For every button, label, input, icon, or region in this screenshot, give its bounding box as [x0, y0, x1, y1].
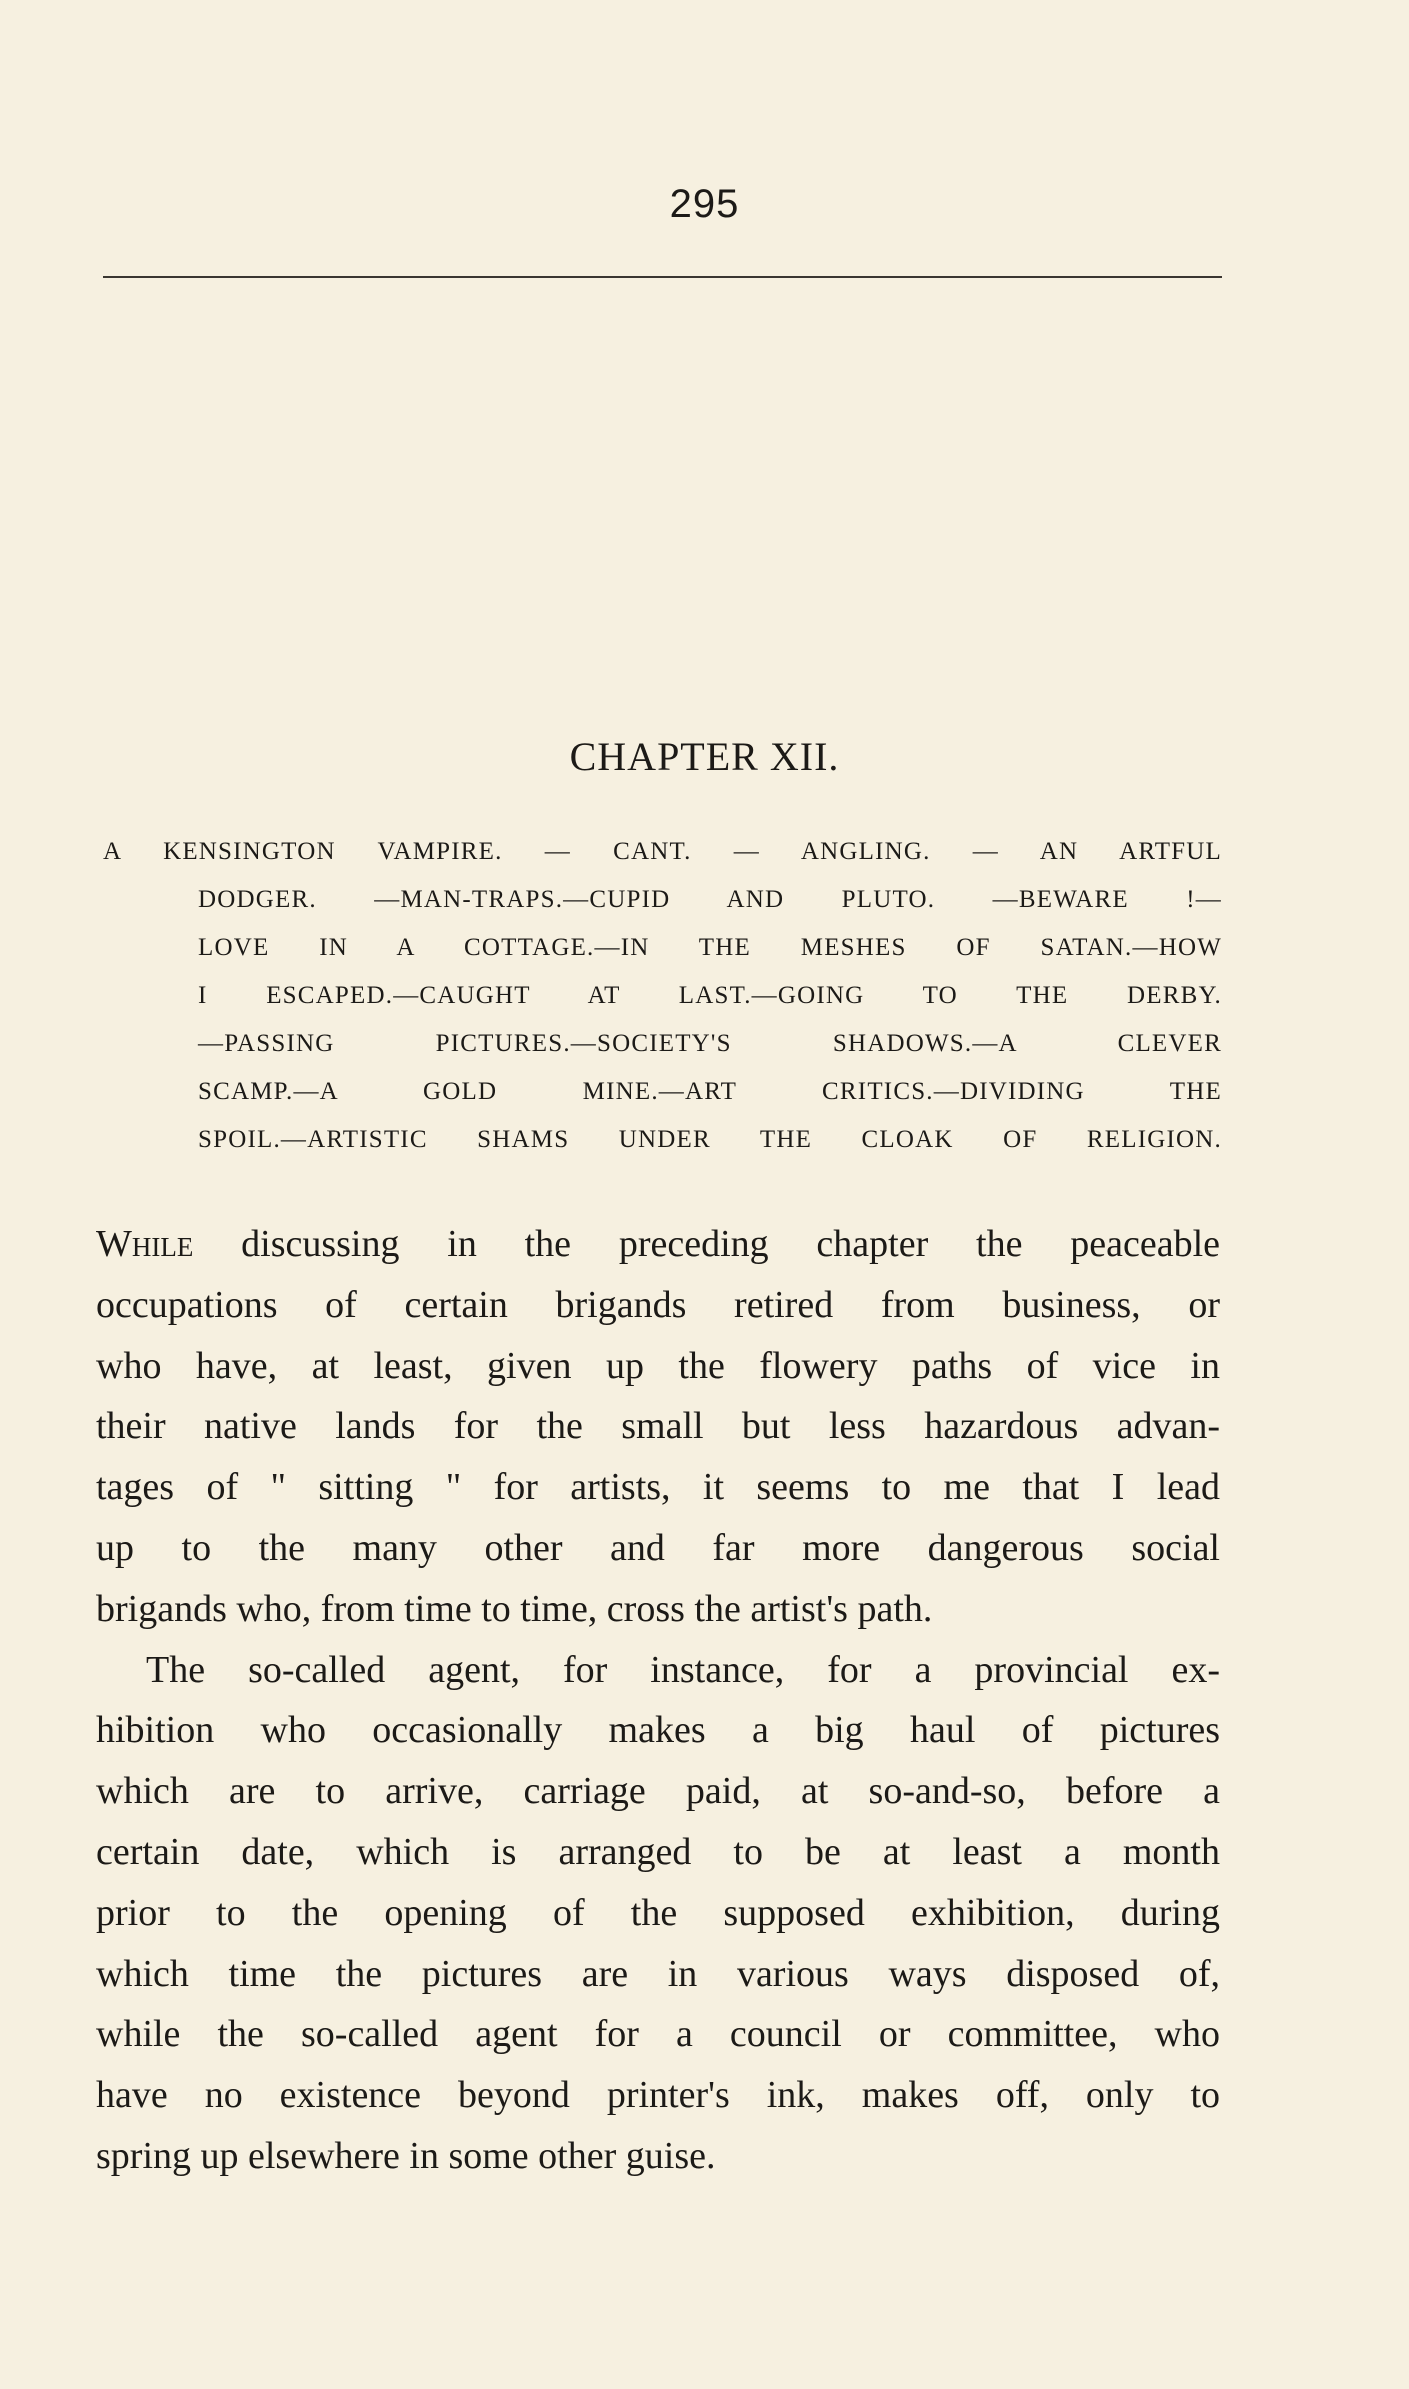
synopsis-line: SPOIL.—ARTISTIC SHAMS UNDER THE CLOAK OF RELIGION.: [198, 1126, 1222, 1153]
paragraph-line: The so-called agent, for instance, for a provincial ex-: [146, 1648, 1220, 1691]
page-number: 295: [669, 182, 740, 226]
paragraph-line: up to the many other and far more dangerous social: [96, 1526, 1220, 1569]
paragraph-line: prior to the opening of the supposed exhibition, during: [96, 1891, 1220, 1934]
synopsis-line: DODGER. —MAN-TRAPS.—CUPID AND PLUTO. —BEWARE !—: [198, 886, 1222, 913]
paragraph-line: occupations of certain brigands retired from business, or: [96, 1283, 1220, 1326]
first-line-text: discussing in the preceding chapter the peaceable: [193, 1223, 1220, 1265]
paragraph-line: [96, 1214, 1220, 1275]
opening-word: While: [96, 1223, 194, 1265]
header-rule: [103, 276, 1222, 278]
synopsis-line: LOVE IN A COTTAGE.—IN THE MESHES OF SATAN.—HOW: [198, 934, 1222, 961]
chapter-synopsis: [103, 828, 1222, 1164]
paragraph-line: while the so-called agent for a council or committee, who: [96, 2013, 1220, 2056]
paragraph-line: certain date, which is arranged to be at least a month: [96, 1830, 1220, 1873]
paragraph-line: which are to arrive, carriage paid, at so-and-so, before a: [96, 1770, 1220, 1813]
paragraph-line: who have, at least, given up the flowery paths of vice in: [96, 1344, 1220, 1387]
synopsis-line: —PASSING PICTURES.—SOCIETY'S SHADOWS.—A CLEVER: [198, 1030, 1222, 1057]
synopsis-line: SCAMP.—A GOLD MINE.—ART CRITICS.—DIVIDING THE: [198, 1078, 1222, 1105]
paragraph-line: brigands who, from time to time, cross the artist's path.: [96, 1587, 933, 1630]
paragraph-line: spring up elsewhere in some other guise.: [96, 2134, 716, 2177]
paragraph-line: which time the pictures are in various ways disposed of,: [96, 1952, 1220, 1995]
synopsis-line: I ESCAPED.—CAUGHT AT LAST.—GOING TO THE DERBY.: [198, 982, 1222, 1009]
body-text: [96, 1214, 1220, 2187]
paragraph-line: hibition who occasionally makes a big haul of pictures: [96, 1709, 1220, 1752]
synopsis-line: A KENSINGTON VAMPIRE. — CANT. — ANGLING. — AN ARTFUL: [103, 838, 1222, 865]
paragraph-line: have no existence beyond printer's ink, makes off, only to: [96, 2074, 1220, 2117]
paragraph-line: tages of " sitting " for artists, it seems to me that I lead: [96, 1466, 1220, 1509]
chapter-title: CHAPTER XII.: [569, 734, 840, 779]
paragraph-line: their native lands for the small but less hazardous advan-: [96, 1405, 1220, 1448]
